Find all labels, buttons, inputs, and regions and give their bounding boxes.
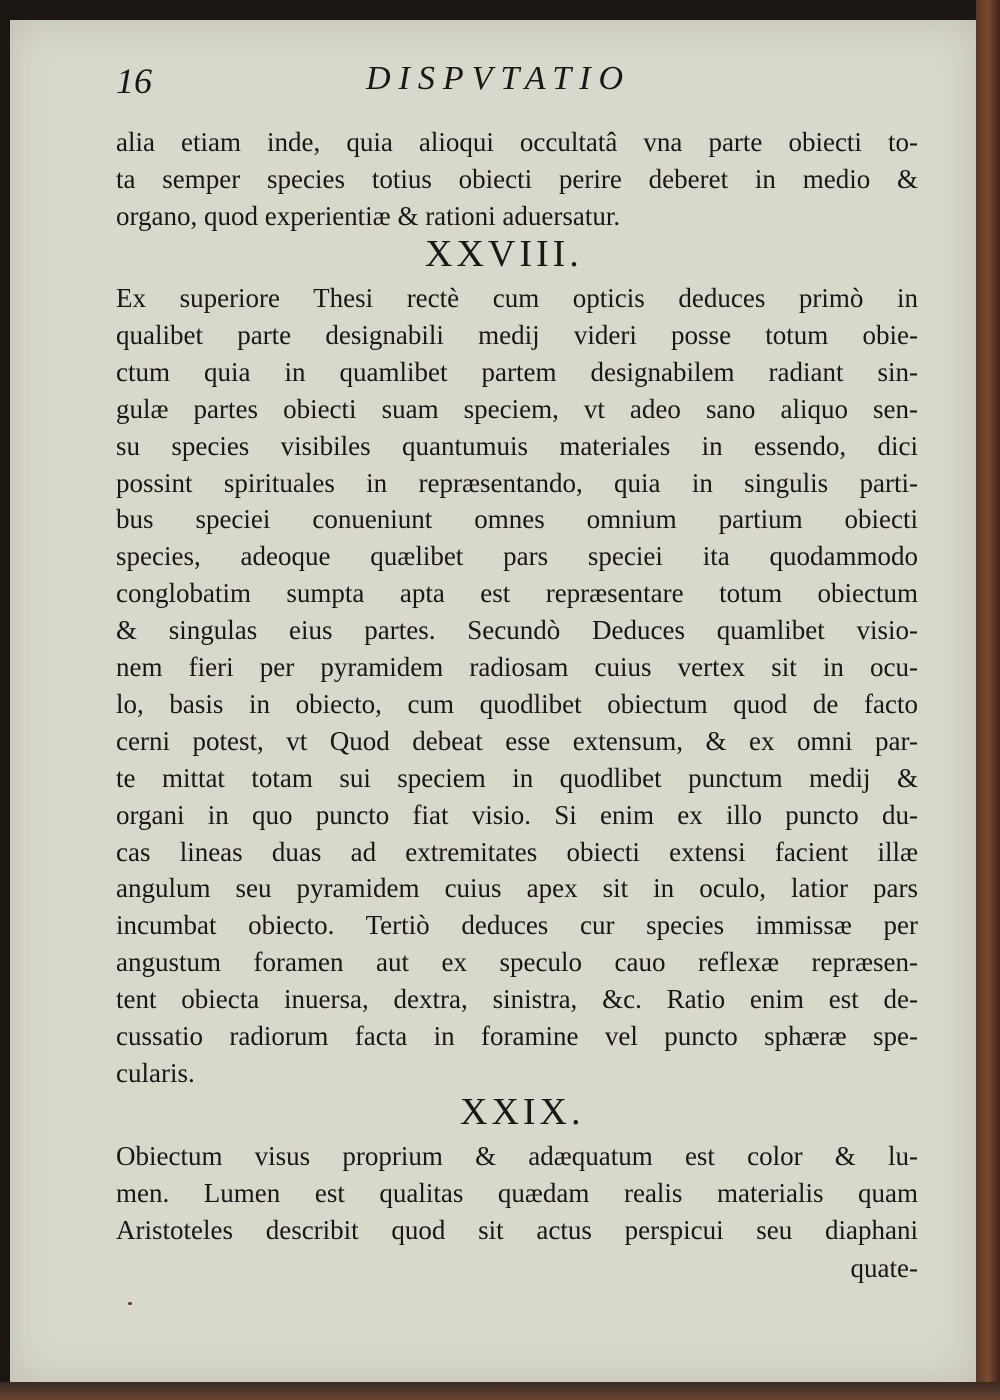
text-line: possint spirituales in repræsentando, quia in singulis parti-	[116, 467, 918, 498]
section-heading-xxviii: XXVIII.	[425, 233, 583, 275]
text-line: ctum quia in quamlibet partem designabilem radiant sin-	[116, 356, 918, 387]
text-line: su species visibiles quantumuis materiales in essendo, dici	[116, 430, 918, 461]
text-line: lo, basis in obiecto, cum quodlibet obiectum quod de facto	[116, 688, 918, 719]
text-line: cas lineas duas ad extremitates obiecti extensi facient illæ	[116, 836, 918, 867]
text-line: bus speciei conueniunt omnes omnium partium obiecti	[116, 504, 918, 535]
page-bottom-edge	[0, 1382, 1000, 1400]
text-line: Obiectum visus proprium & adæquatum est color & lu-	[116, 1141, 918, 1171]
text-line: Ex superiore Thesi rectè cum opticis deduces primò in	[116, 283, 918, 313]
book-spine	[976, 0, 1000, 1400]
running-head: DISPVTATIO	[366, 60, 632, 97]
page-header	[116, 60, 696, 110]
text-line: organo, quod experientiæ & rationi aduersatur.	[116, 201, 621, 231]
text-line: cerni potest, vt Quod debeat esse extensum, & ex omni par-	[116, 725, 918, 756]
text-line: qualibet parte designabili medij videri posse totum obie-	[116, 319, 918, 350]
text-line: incumbat obiecto. Tertiò deduces cur species immissæ per	[116, 910, 918, 941]
text-line: men. Lumen est qualitas quædam realis materialis quam	[116, 1178, 918, 1208]
text-line: cularis.	[116, 1057, 195, 1088]
catchword: quate-	[850, 1253, 918, 1283]
text-line: organi in quo puncto fiat visio. Si enim ex illo puncto du-	[116, 799, 918, 830]
text-line: alia etiam inde, quia alioqui occultatâ vna parte obiecti to-	[116, 127, 918, 157]
text-line: nem fieri per pyramidem radiosam cuius vertex sit in ocu-	[116, 652, 918, 682]
text-line: ta semper species totius obiecti perire deberet in medio &	[116, 164, 918, 194]
ink-speck	[128, 1302, 132, 1305]
text-line: angulum seu pyramidem cuius apex sit in oculo, latior pars	[116, 873, 918, 904]
text-line: Aristoteles describit quod sit actus perspicui seu diaphani	[116, 1215, 918, 1245]
text-line: angustum foramen aut ex speculo cauo reflexæ repræsen-	[116, 947, 918, 978]
text-line: gulæ partes obiecti suam speciem, vt adeo sano aliquo sen-	[116, 393, 918, 424]
text-line: tent obiecta inuersa, dextra, sinistra, &c. Ratio enim est de-	[116, 984, 918, 1015]
text-line: & singulas eius partes. Secundò Deduces quamlibet visio-	[116, 615, 918, 646]
section-heading-xxix: XXIX.	[460, 1091, 585, 1133]
text-line: species, adeoque quælibet pars speciei ita quodammodo	[116, 541, 918, 572]
text-line: conglobatim sumpta apta est repræsentare totum obiectum	[116, 578, 918, 609]
text-line: cussatio radiorum facta in foramine vel puncto sphæræ spe-	[116, 1021, 918, 1051]
text-line: te mittat totam sui speciem in quodlibet punctum medij &	[116, 762, 918, 793]
page-number: 16	[116, 61, 152, 101]
